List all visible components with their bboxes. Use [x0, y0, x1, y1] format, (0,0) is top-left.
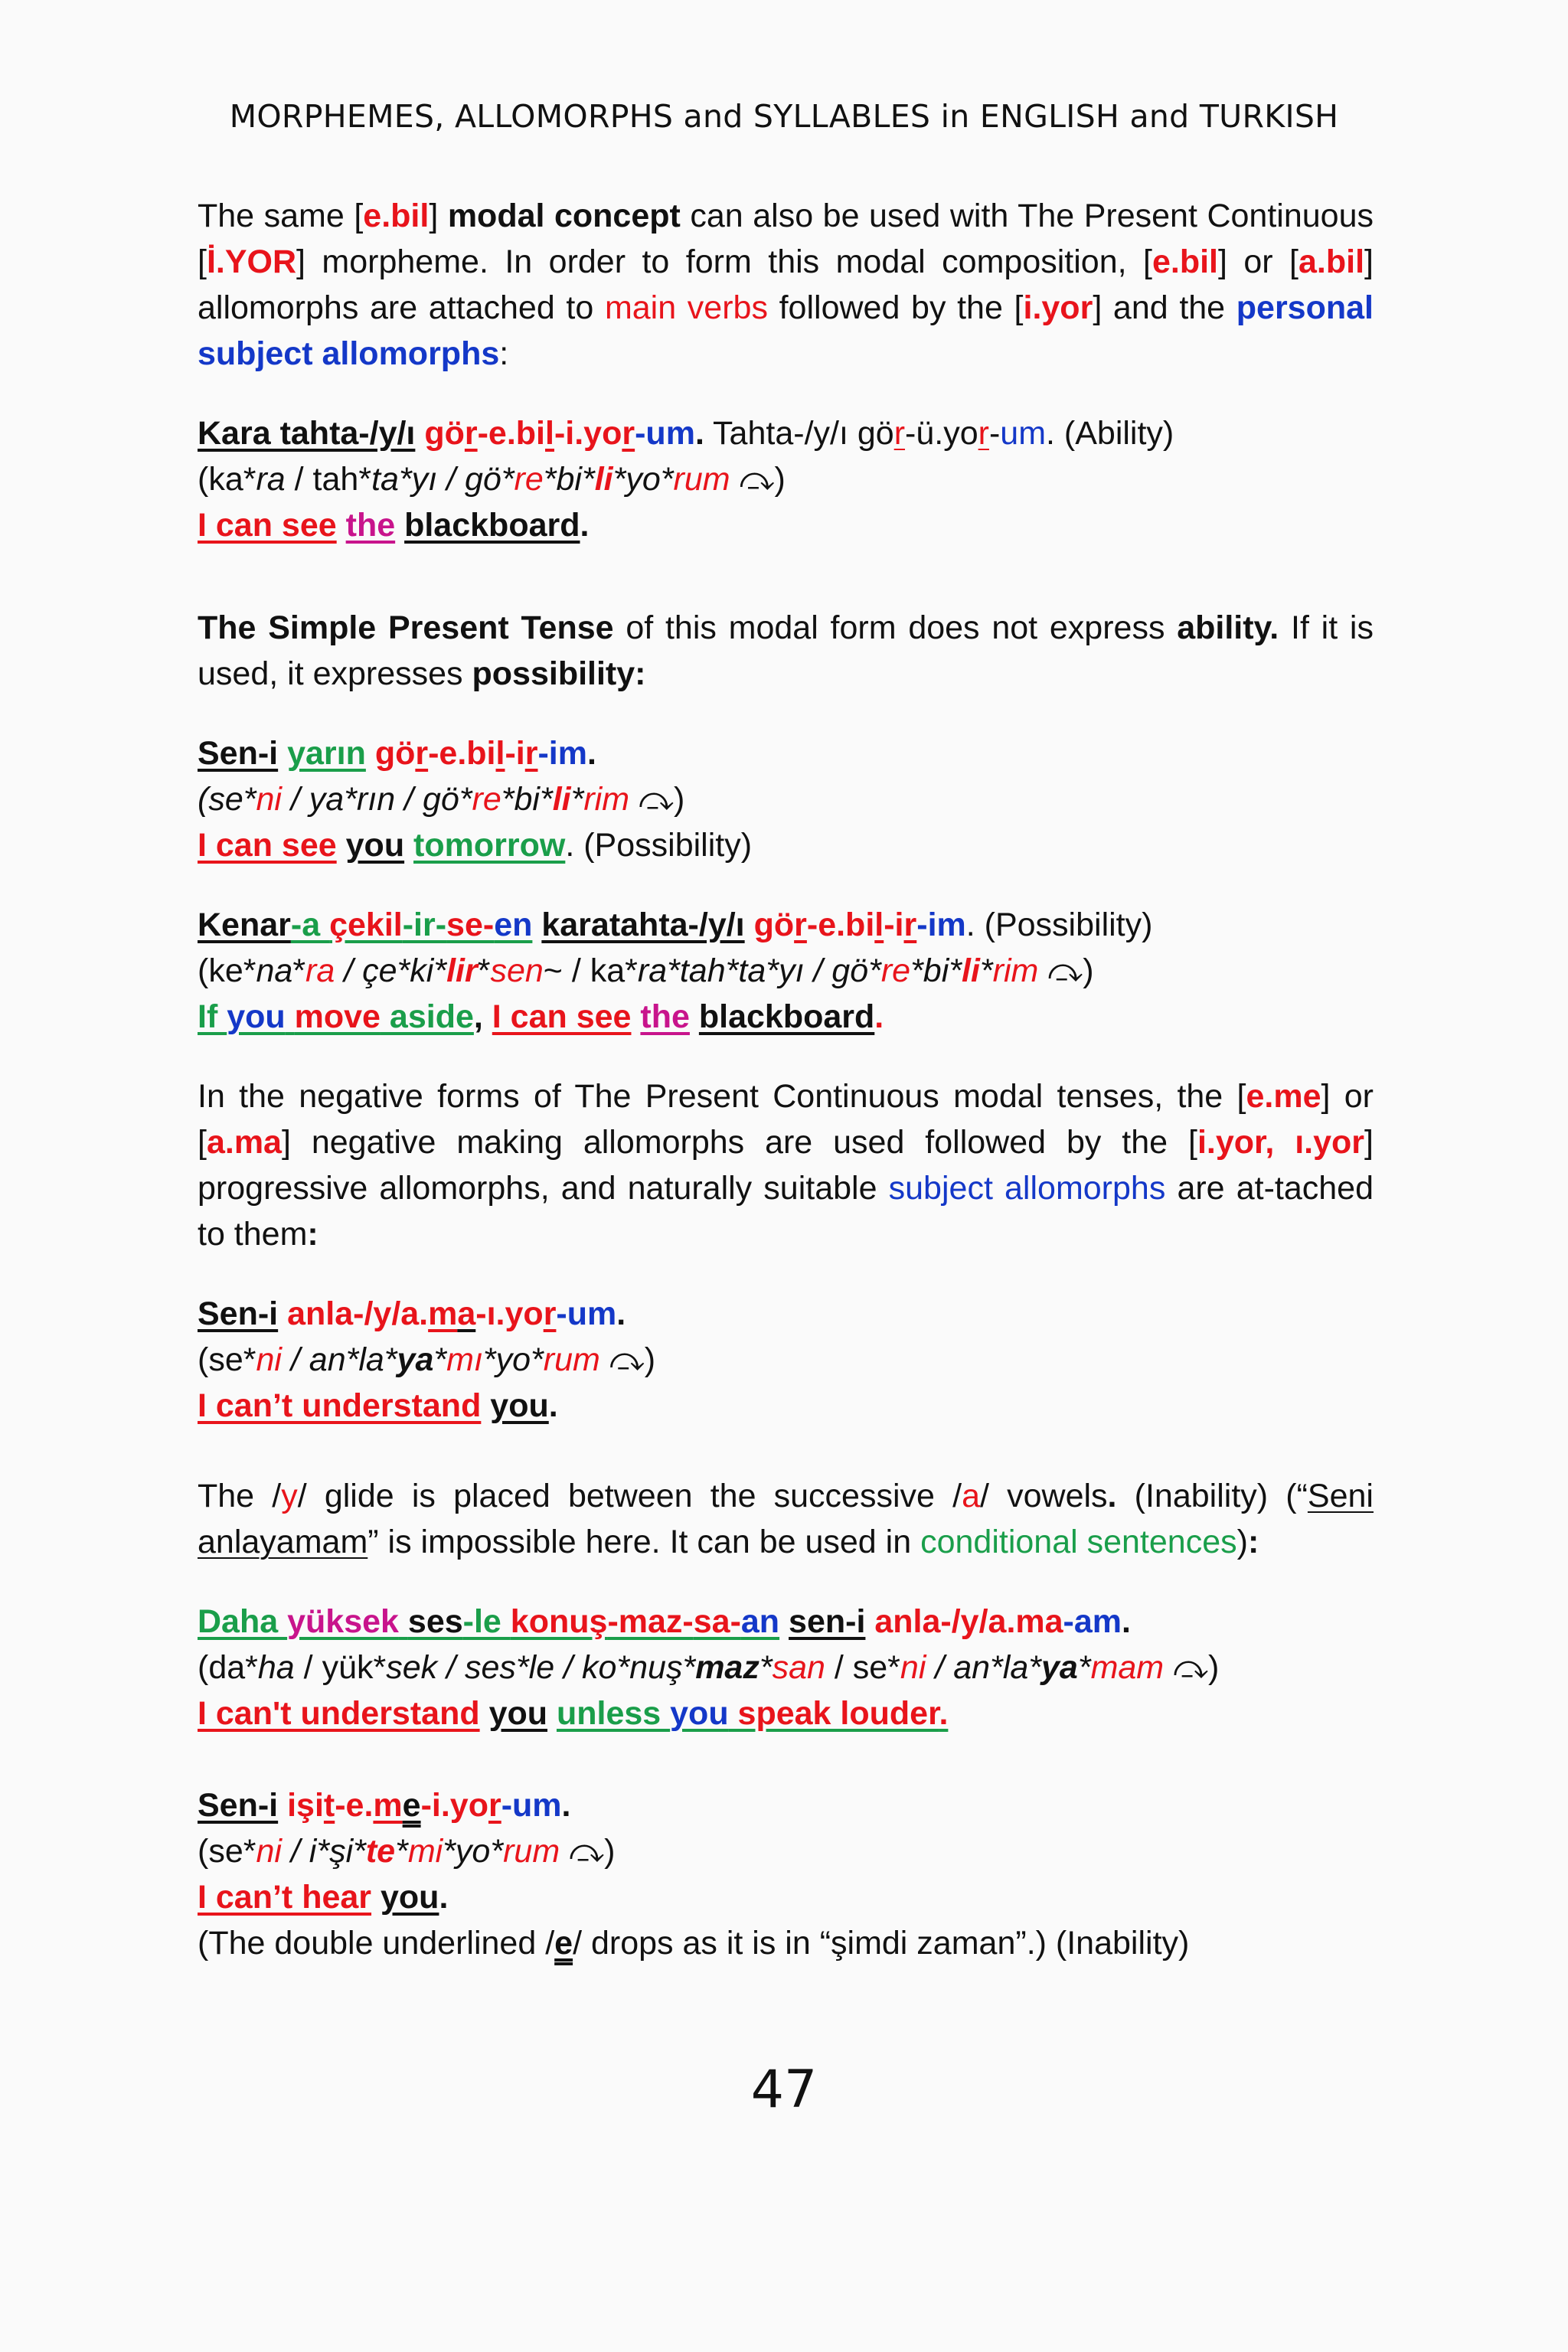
- punct: :: [1247, 1524, 1259, 1560]
- morph: -e.bi: [428, 735, 496, 772]
- morph: r: [794, 906, 807, 943]
- morpheme: i.yor: [1023, 289, 1093, 326]
- punct: ,: [473, 998, 492, 1035]
- text: / vowels: [979, 1478, 1108, 1514]
- letter: y: [281, 1478, 298, 1514]
- syl: *yı / gö*: [398, 461, 514, 498]
- syl: ra: [637, 952, 668, 989]
- syl: re: [472, 781, 501, 818]
- term: conditional sentences: [920, 1524, 1237, 1560]
- syl: / an*la*: [926, 1649, 1041, 1686]
- word: karatahta-/y/ı: [541, 906, 745, 943]
- morph: r: [464, 415, 478, 452]
- syl: *: [433, 1341, 447, 1378]
- morph: -a: [290, 906, 330, 943]
- punct: .: [616, 1295, 626, 1332]
- syl: *bi*: [501, 781, 553, 818]
- syl: ha: [257, 1649, 295, 1686]
- text: are at-tached to them: [198, 1170, 1374, 1253]
- morph: gö: [374, 735, 416, 772]
- morph: -im: [916, 906, 966, 943]
- syl: *: [759, 1649, 773, 1686]
- space: [745, 906, 754, 943]
- word: I can see: [492, 998, 632, 1035]
- english-translation: [198, 502, 1374, 548]
- turkish-sentence: [198, 902, 1374, 948]
- example-possibility-2: [198, 902, 1374, 1040]
- morph: -ı.yo: [475, 1295, 544, 1332]
- syl: li: [962, 952, 980, 989]
- english-translation: [198, 1383, 1374, 1429]
- punct: .: [694, 415, 704, 452]
- english-translation: [198, 1874, 1374, 1920]
- text: In the negative forms of The Present Continuous modal tenses, the [: [198, 1078, 1246, 1115]
- syl: re: [514, 461, 544, 498]
- morph: l: [874, 906, 884, 943]
- syllabification: [198, 1645, 1374, 1690]
- example-possibility-1: [198, 730, 1374, 868]
- syl: ta: [371, 461, 399, 498]
- word: yüksek: [287, 1603, 399, 1640]
- intonation-mark: ⤼): [730, 461, 786, 498]
- text: ] and the: [1093, 289, 1236, 326]
- syl: ni: [256, 1833, 282, 1870]
- punct: .: [874, 998, 884, 1035]
- morph: -i.yo: [420, 1787, 488, 1824]
- syl: ra: [305, 952, 335, 989]
- syllabification: [198, 456, 1374, 502]
- punct: .: [939, 1695, 949, 1732]
- morph: -le: [462, 1603, 511, 1640]
- word: Daha: [198, 1603, 288, 1640]
- morph: -um: [556, 1295, 617, 1332]
- word: Kara tahta-/y/ı: [198, 415, 416, 452]
- morph: r: [543, 1295, 557, 1332]
- morph: r: [893, 415, 906, 452]
- morph: r: [903, 906, 917, 943]
- text: The /: [198, 1478, 282, 1514]
- punct: .: [586, 735, 596, 772]
- syllabification: [198, 1337, 1374, 1383]
- syl: / i*şi*: [281, 1833, 366, 1870]
- syl: ~ / ka*: [543, 952, 638, 989]
- syl: *yo*: [443, 1833, 504, 1870]
- english-translation: [198, 1690, 1374, 1736]
- morph: l: [495, 735, 505, 772]
- space: [337, 827, 346, 864]
- text: (The double underlined /: [198, 1925, 555, 1962]
- morph: -ü.yo: [905, 415, 978, 452]
- syl: (ka*: [198, 461, 256, 498]
- word: blackboard: [404, 507, 580, 544]
- example-inability-1: [198, 1291, 1374, 1429]
- morph: -i.yo: [554, 415, 622, 452]
- syl: *: [477, 952, 491, 989]
- turkish-sentence: [198, 1782, 1374, 1828]
- morph: m: [428, 1295, 458, 1332]
- word: ses: [407, 1603, 463, 1640]
- syllabification: [198, 776, 1374, 822]
- morph: l: [545, 415, 554, 452]
- text: / glide is placed between the successive /: [297, 1478, 962, 1514]
- page-body: [198, 193, 1374, 2000]
- text: . (Possibility): [565, 827, 753, 864]
- space: [404, 827, 413, 864]
- space: [415, 415, 424, 452]
- punct: .: [561, 1787, 571, 1824]
- syl: *bi*: [543, 461, 595, 498]
- text: ” is impossible here. It can be used in: [368, 1524, 921, 1560]
- syl: mam: [1090, 1649, 1165, 1686]
- intonation-mark: ⤼): [560, 1833, 616, 1870]
- space: [371, 1879, 381, 1916]
- word: tomorrow: [413, 827, 566, 864]
- word: you: [670, 1695, 729, 1732]
- term: ability.: [1177, 609, 1279, 646]
- syl: / ya*rın / gö*: [281, 781, 472, 818]
- morph: se-: [446, 906, 495, 943]
- syl: rim: [583, 781, 630, 818]
- morph: r: [622, 415, 635, 452]
- space: [337, 507, 346, 544]
- space: [532, 906, 541, 943]
- intro-paragraph: [198, 193, 1374, 377]
- word: Sen-i: [198, 1787, 279, 1824]
- space: [631, 998, 640, 1035]
- example-inability-3: [198, 1782, 1374, 1966]
- turkish-sentence: [198, 730, 1374, 776]
- syl: / ses*: [437, 1649, 529, 1686]
- morph: sa-: [693, 1603, 741, 1640]
- punct: .: [439, 1879, 449, 1916]
- footnote-line: [198, 1920, 1374, 1966]
- space: [278, 1295, 287, 1332]
- text: If it is used, it expresses: [198, 609, 1374, 692]
- syl: *: [979, 952, 993, 989]
- term: main verbs: [604, 289, 768, 326]
- word: I can’t hear: [198, 1879, 372, 1916]
- text: :: [499, 335, 509, 372]
- morpheme: a.ma: [206, 1124, 282, 1161]
- morph: r: [488, 1787, 501, 1824]
- word: Sen-i: [198, 735, 279, 772]
- term: subject allomorphs: [888, 1170, 1166, 1207]
- text: . (Possibility): [965, 906, 1153, 943]
- intonation-mark: ⤼): [599, 1341, 656, 1378]
- morph: gö: [753, 906, 795, 943]
- word: yarın: [287, 735, 366, 772]
- syl: ya: [397, 1341, 434, 1378]
- morpheme: e.me: [1246, 1078, 1321, 1115]
- intonation-mark: ⤼): [1038, 952, 1094, 989]
- word: If: [198, 998, 227, 1035]
- word: speak louder: [728, 1695, 939, 1732]
- text: followed by the [: [767, 289, 1024, 326]
- morph: r: [524, 735, 538, 772]
- morph: -um: [501, 1787, 562, 1824]
- syl: rim: [992, 952, 1039, 989]
- morph: işi: [287, 1787, 324, 1824]
- morpheme: a.bil: [1298, 243, 1365, 280]
- text: ): [1236, 1524, 1248, 1560]
- negative-forms-paragraph: [198, 1073, 1374, 1257]
- text: ] negative making allomorphs are used followed by the [: [281, 1124, 1197, 1161]
- syl: lir: [446, 952, 478, 989]
- morph: konuş: [510, 1603, 608, 1640]
- morph: a: [457, 1295, 476, 1332]
- syl: re: [880, 952, 911, 989]
- syl: / tah*: [285, 461, 372, 498]
- morph: anla-/y/a.ma: [874, 1603, 1063, 1640]
- space: [865, 1603, 874, 1640]
- syl: ni: [256, 781, 282, 818]
- syl: rum: [673, 461, 730, 498]
- morpheme: İ.YOR: [206, 243, 297, 280]
- morph: -i: [884, 906, 904, 943]
- syl: rum: [543, 1341, 600, 1378]
- intonation-mark: ⤼): [629, 781, 685, 818]
- morph: -um: [635, 415, 695, 452]
- syl: / çe*ki*: [335, 952, 447, 989]
- word: the: [345, 507, 396, 544]
- word: the: [640, 998, 690, 1035]
- morph: gö: [424, 415, 465, 452]
- syl: mı: [446, 1341, 483, 1378]
- syl: ra: [256, 461, 286, 498]
- syl: san: [772, 1649, 825, 1686]
- page-number: 47: [750, 2060, 818, 2120]
- syl: ta: [738, 952, 766, 989]
- morph: anla-/y/a.: [287, 1295, 429, 1332]
- syl: / an*la*: [281, 1341, 397, 1378]
- syl: *yo*: [612, 461, 674, 498]
- punct: .: [1107, 1478, 1117, 1514]
- word: you: [380, 1879, 439, 1916]
- text: ] or [: [198, 1078, 1374, 1161]
- morph: -am: [1063, 1603, 1122, 1640]
- text: ] or [: [1217, 243, 1299, 280]
- space: [286, 998, 295, 1035]
- punct: .: [580, 507, 590, 544]
- word: I can see: [198, 507, 337, 544]
- punct: .: [1122, 1603, 1131, 1640]
- morph: r: [415, 735, 429, 772]
- syllabification: [198, 1828, 1374, 1874]
- morph: m: [373, 1787, 403, 1824]
- morph: -i: [505, 735, 525, 772]
- running-header: MORPHEMES, ALLOMORPHS and SYLLABLES in ENGLISH and TURKISH: [229, 98, 1339, 135]
- syl: *yı / gö*: [766, 952, 881, 989]
- term: personal subject allomorphs: [198, 289, 1374, 372]
- word: I can't understand: [198, 1695, 480, 1732]
- space: [779, 1603, 789, 1640]
- dropped-vowel: e: [402, 1787, 421, 1824]
- syllabification: [198, 948, 1374, 994]
- turkish-sentence: [198, 410, 1374, 456]
- syl: mi: [407, 1833, 443, 1870]
- syl: *: [395, 1833, 408, 1870]
- word: I can see: [198, 827, 337, 864]
- english-translation: [198, 994, 1374, 1040]
- turkish-sentence: [198, 1599, 1374, 1645]
- word: aside: [380, 998, 474, 1035]
- syl: li: [552, 781, 571, 818]
- quoted-phrase: Seni anlayamam: [198, 1478, 1374, 1560]
- word: I can’t understand: [198, 1387, 482, 1424]
- morph: -e.bi: [477, 415, 546, 452]
- glide-paragraph: [198, 1473, 1374, 1565]
- morph: -ir-: [402, 906, 447, 943]
- syl: ya: [1041, 1649, 1078, 1686]
- punct: :: [307, 1216, 318, 1253]
- text: ] progressive allomorphs, and naturally suitable: [198, 1124, 1374, 1207]
- syl: (se*: [198, 1833, 256, 1870]
- letter: a: [962, 1478, 980, 1514]
- syl: (se*: [198, 781, 256, 818]
- morpheme: e.bil: [1152, 243, 1218, 280]
- morpheme: e.bil: [363, 198, 430, 234]
- syl: maz: [695, 1649, 760, 1686]
- morph: r: [978, 415, 989, 452]
- syl: le: [528, 1649, 555, 1686]
- punct: .: [548, 1387, 558, 1424]
- word: unless: [556, 1695, 671, 1732]
- word: you: [345, 827, 405, 864]
- morph: an: [740, 1603, 780, 1640]
- text: can also be used with The Present Continuous [: [198, 198, 1374, 280]
- term: possibility:: [472, 655, 646, 692]
- syl: *yo*: [482, 1341, 544, 1378]
- simple-present-paragraph: [198, 605, 1374, 697]
- morph: -im: [537, 735, 587, 772]
- syl: *: [292, 952, 306, 989]
- space: [278, 1787, 287, 1824]
- word: sen-i: [789, 1603, 866, 1640]
- intonation-mark: ⤼): [1164, 1649, 1220, 1686]
- syl: li: [594, 461, 613, 498]
- syl: *: [1077, 1649, 1091, 1686]
- word: you: [488, 1695, 548, 1732]
- morph: çekil: [329, 906, 403, 943]
- space: [395, 507, 404, 544]
- text: of this modal form does not express: [613, 609, 1178, 646]
- syl: ni: [900, 1649, 926, 1686]
- syl: ni: [256, 1341, 282, 1378]
- space: [690, 998, 699, 1035]
- syl: sen: [490, 952, 544, 989]
- term: modal concept: [447, 198, 681, 234]
- syl: (da*: [198, 1649, 258, 1686]
- space: [547, 1695, 557, 1732]
- text: ]: [429, 198, 448, 234]
- morph: en: [494, 906, 533, 943]
- text: ] allomorphs are attached to: [198, 243, 1374, 326]
- morpheme: i.yor, ı.yor: [1197, 1124, 1365, 1161]
- example-inability-2: [198, 1599, 1374, 1736]
- letter: e: [554, 1925, 573, 1962]
- syl: *bi*: [910, 952, 962, 989]
- example-ability: [198, 410, 1374, 548]
- syl: (ke*: [198, 952, 256, 989]
- word: Sen-i: [198, 1295, 279, 1332]
- syl: (se*: [198, 1341, 256, 1378]
- syl: *: [570, 781, 584, 818]
- english-translation: [198, 822, 1374, 868]
- syl: sek: [386, 1649, 438, 1686]
- syl: / se*: [825, 1649, 900, 1686]
- term: The Simple Present Tense: [198, 609, 614, 646]
- morph: -e.: [335, 1787, 374, 1824]
- syl: / yük*: [294, 1649, 387, 1686]
- morph: -e.bi: [806, 906, 875, 943]
- word: move: [294, 998, 381, 1035]
- syl: *tah*: [667, 952, 739, 989]
- word: Tahta-/y/ı gö: [704, 415, 894, 452]
- morph: -maz-: [607, 1603, 694, 1640]
- space: [480, 1695, 489, 1732]
- syl: te: [365, 1833, 396, 1870]
- text: (Inability) (“: [1116, 1478, 1308, 1514]
- syl: rum: [503, 1833, 560, 1870]
- word: you: [227, 998, 286, 1035]
- space: [278, 735, 287, 772]
- word: you: [490, 1387, 549, 1424]
- morph: t: [323, 1787, 335, 1824]
- space: [399, 1603, 408, 1640]
- syl: / ko*nuş*: [554, 1649, 696, 1686]
- word: Kenar: [198, 906, 291, 943]
- syl: na: [256, 952, 293, 989]
- text: / drops as it is in “şimdi zaman”.) (Inability): [573, 1925, 1190, 1962]
- word: blackboard: [698, 998, 875, 1035]
- text: . (Ability): [1046, 415, 1174, 452]
- morph: -: [988, 415, 1001, 452]
- text: ] morpheme. In order to form this modal composition, [: [296, 243, 1152, 280]
- space: [481, 1387, 490, 1424]
- space: [366, 735, 375, 772]
- turkish-sentence: [198, 1291, 1374, 1337]
- text: The same [: [198, 198, 364, 234]
- morph: um: [1000, 415, 1047, 452]
